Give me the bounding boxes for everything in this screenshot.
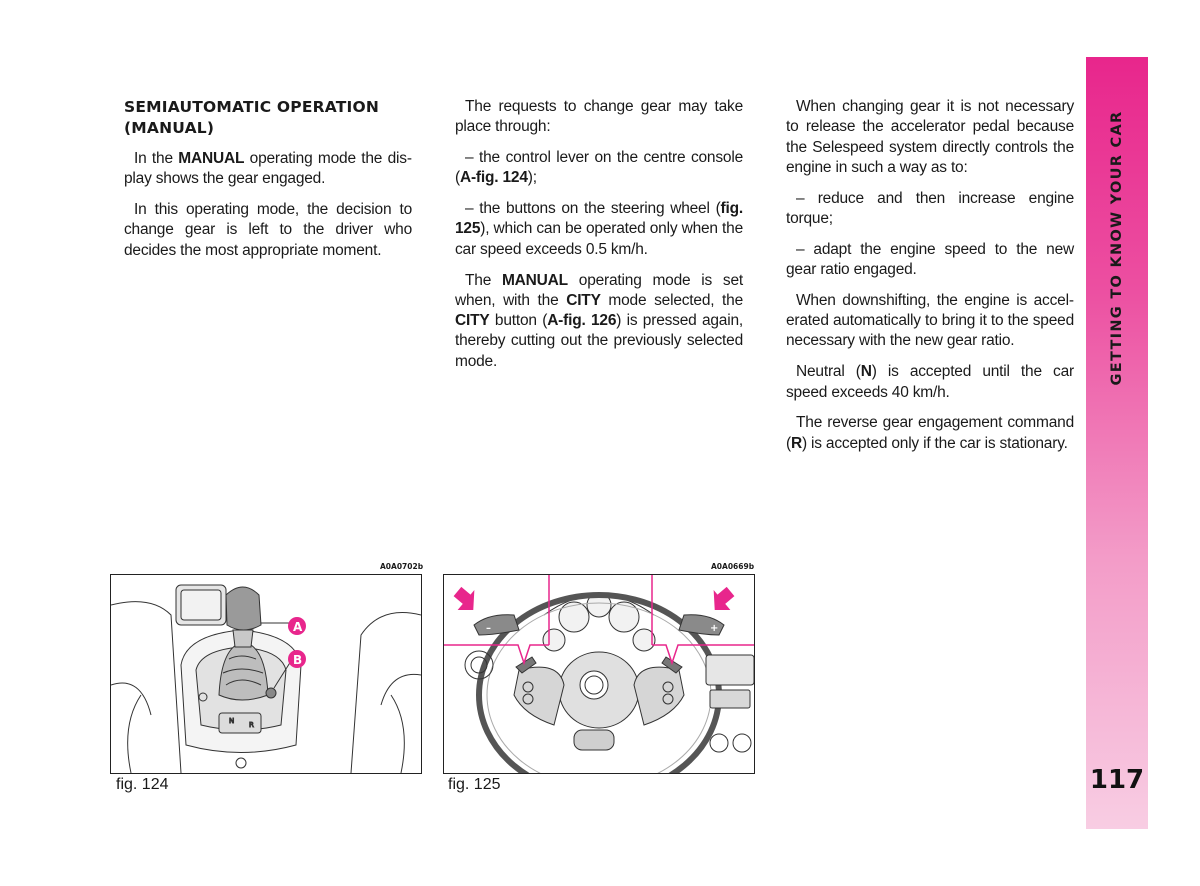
page-number: 117: [1089, 765, 1145, 795]
figure-124-gear-lever: [110, 574, 422, 774]
callout-a-label: A: [293, 620, 303, 634]
callout-b-label: B: [293, 653, 303, 667]
arrow-down-icon: [704, 582, 739, 617]
paragraph: Neutral (N) is accepted until the car speed exceeds 40 km/h.: [786, 363, 1074, 401]
column-3: [786, 97, 1074, 464]
chapter-title-text: GETTING TO KNOW YOUR CAR: [1109, 110, 1125, 386]
chapter-title: [1088, 98, 1146, 398]
figure-caption: fig. 125: [448, 776, 501, 793]
figure-125-steering-wheel: [443, 574, 755, 774]
column-1: [124, 97, 412, 271]
paragraph: When downshifting, the engine is accelerated automatically to bring it to the speed necessary with the new gear ratio.: [786, 291, 1074, 350]
gate-r: R: [249, 721, 254, 729]
paragraph: In the MANUAL operating mode the display shows the gear engaged.: [124, 150, 412, 188]
gear-lever-illustration: [111, 575, 421, 773]
paragraph: When changing gear it is not necessary to release the accelerator pedal because the Selespeed system directly controls the engine in such a way as to:: [786, 98, 1074, 176]
paddle-plus-label: +: [710, 623, 719, 634]
paragraph: The MANUAL operating mode is set when, with the CITY mode selected, the CITY button (A-fig. 126) is pressed again, thereby cutting out the previously selected mode.: [455, 271, 744, 370]
arrow-down-icon: [448, 582, 483, 617]
section-heading: [124, 97, 412, 139]
heading-line-1: SEMIAUTOMATIC OPERATION: [124, 98, 380, 116]
heading-line-2: (MANUAL): [124, 119, 215, 137]
figure-caption: fig. 124: [116, 776, 169, 793]
column-2: [455, 97, 743, 383]
paragraph: – reduce and then increase engine torque;: [786, 189, 1074, 227]
gate-n: N: [229, 717, 235, 725]
paragraph: – adapt the engine speed to the new gear ratio engaged.: [786, 240, 1074, 279]
paragraph: The reverse gear engagement command (R) is accepted only if the car is stationary.: [786, 414, 1074, 452]
paragraph: In this operating mode, the decision to change gear is left to the driver who decides the most appropriate moment.: [124, 201, 412, 259]
paragraph: The requests to change gear may take place through:: [455, 98, 743, 136]
paragraph: – the buttons on the steering wheel (fig. 125), which can be operated only when the car speed exceeds 0.5 km/h.: [455, 200, 743, 258]
figure-code: A0A0702b: [380, 562, 424, 571]
paragraph: – the control lever on the centre console (A-fig. 124);: [455, 149, 743, 187]
figure-code: A0A0669b: [711, 562, 755, 571]
paddle-minus-label: –: [486, 623, 491, 634]
steering-wheel-illustration: [444, 575, 754, 773]
